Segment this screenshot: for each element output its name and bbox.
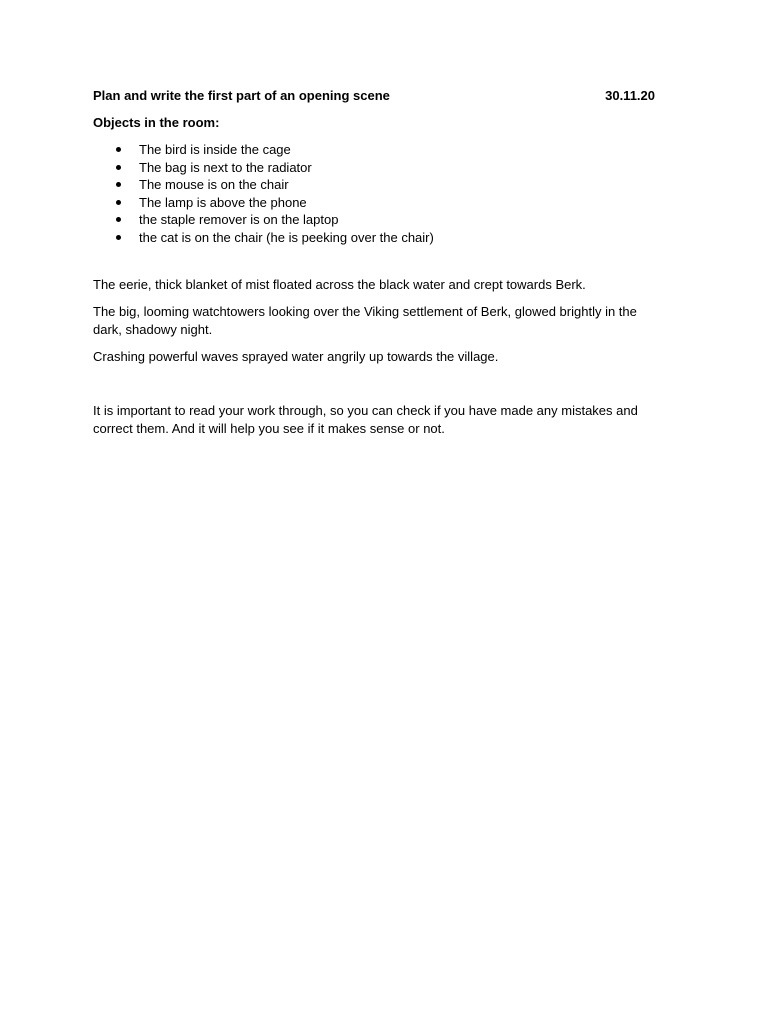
document-date: 30.11.20 [605,88,655,103]
bullet-icon [116,147,121,152]
list-item [93,211,655,229]
objects-list [93,141,655,247]
list-item [93,159,655,177]
list-item [93,176,655,194]
bullet-icon [116,200,121,205]
list-item [93,141,655,159]
header-row [93,87,655,105]
bullet-icon [116,165,121,170]
document-body [93,87,655,438]
list-item-text: The bird is inside the cage [139,142,291,157]
list-item-text: The bag is next to the radiator [139,159,312,175]
list-item-text: the staple remover is on the laptop [139,212,339,228]
list-item-text: The mouse is on the chair [139,177,289,193]
list-item-text: the cat is on the chair (he is peeking over the chair) [139,229,434,245]
story-paragraph-2: The big, looming watchtowers looking over the Viking settlement of Berk, glowed brightly in the dark, shadowy night. [93,303,637,337]
list-item [93,229,655,247]
list-item-text: The lamp is above the phone [139,194,307,210]
bullet-icon [116,217,121,222]
objects-heading: Objects in the room: [93,115,220,130]
story-paragraph-1: The eerie, thick blanket of mist floated across the black water and crept towards Berk. [93,276,586,292]
reflection-paragraph: It is important to read your work through, so you can check if you have made any mistakes and correct them. And it will help you see if it makes sense or not. [93,402,638,436]
bullet-icon [116,182,121,187]
story-paragraph-3: Crashing powerful waves sprayed water angrily up towards the village. [93,348,499,364]
list-item [93,194,655,212]
bullet-icon [116,235,121,240]
document-title: Plan and write the first part of an opening scene [93,88,390,103]
